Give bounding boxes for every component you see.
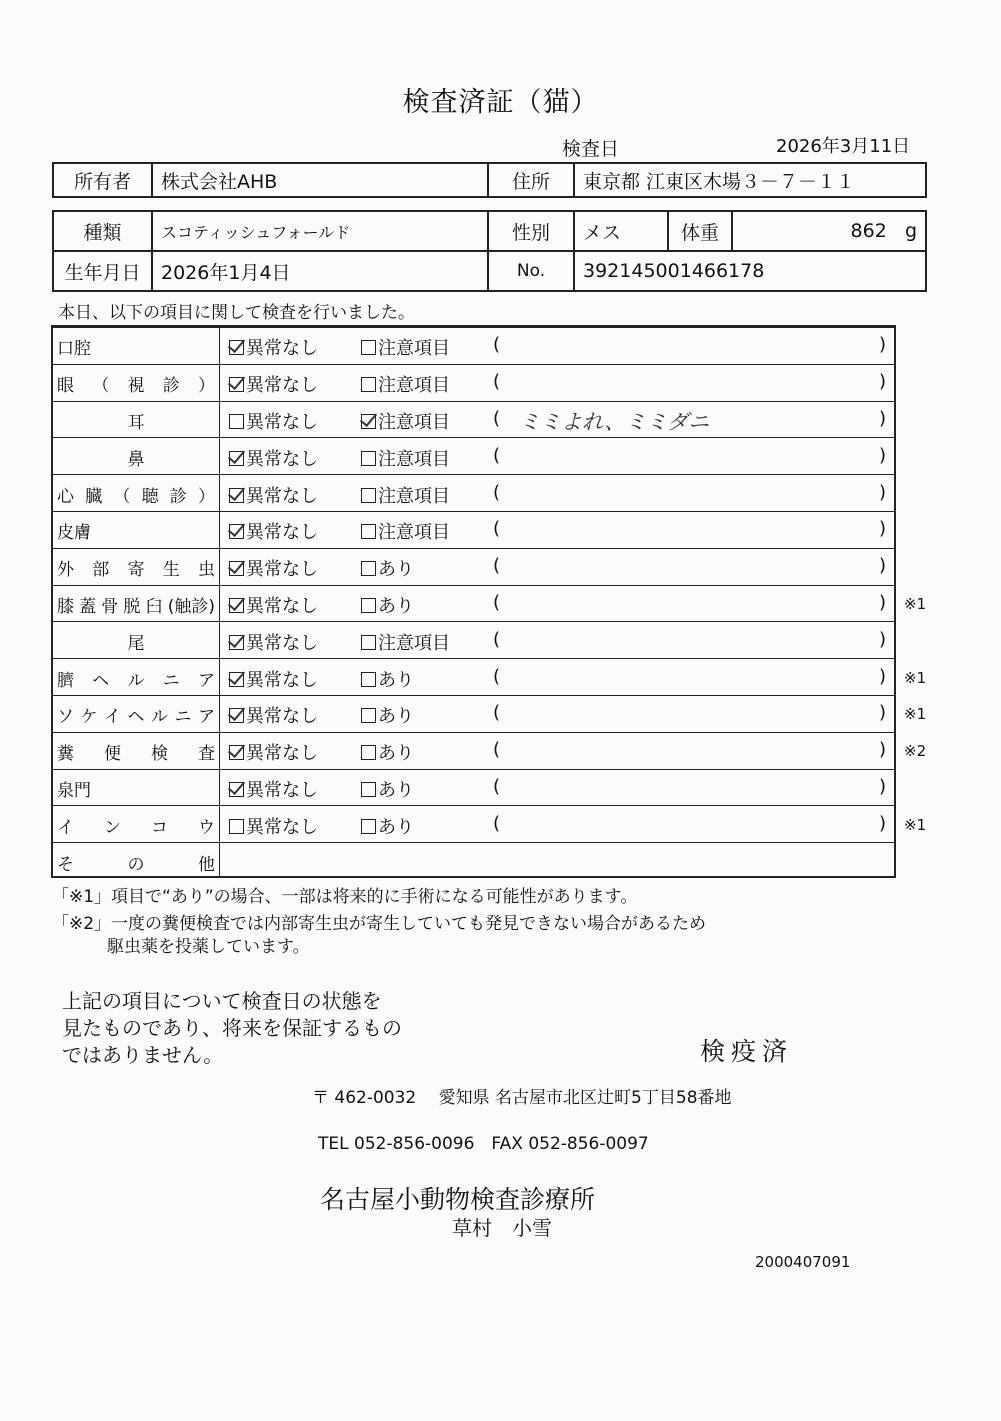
row-label-char: ン	[104, 817, 121, 838]
checklist-grid	[51, 325, 927, 878]
normal-checkbox[interactable]	[229, 488, 244, 503]
alt-option-label: あり	[378, 743, 414, 765]
row-label-char: ）	[197, 486, 215, 507]
alt-option-label: 注意項目	[378, 485, 450, 507]
row-label-char: 膝	[57, 596, 74, 617]
paren-open: (	[493, 371, 501, 393]
normal-option-label: 異常なし	[246, 706, 318, 728]
paren-open: (	[493, 518, 501, 540]
paren-close: )	[879, 665, 887, 687]
normal-option[interactable]	[229, 408, 318, 434]
normal-option-label: 異常なし	[246, 816, 318, 838]
row-label-char: 聴	[141, 486, 159, 507]
normal-option-label: 異常なし	[246, 669, 318, 691]
normal-checkbox[interactable]	[229, 782, 244, 797]
disclaimer-line-1: 上記の項目について検査日の状態を	[62, 989, 382, 1013]
paren-open: (	[493, 407, 501, 429]
normal-option[interactable]	[229, 666, 318, 692]
row-label-char: 臼	[145, 596, 163, 617]
row-label	[57, 445, 215, 470]
normal-option[interactable]	[229, 813, 318, 839]
row-label-char: 皮膚	[57, 523, 91, 544]
no-label: No.	[488, 251, 574, 291]
alt-option[interactable]	[361, 445, 450, 471]
alt-option-label: 注意項目	[378, 522, 450, 544]
row-label-char: 診	[169, 486, 187, 507]
checklist-row	[53, 769, 894, 807]
clinic-name: 名古屋小動物検査診療所	[320, 1185, 596, 1214]
row-label-char: 他	[198, 854, 215, 875]
alt-option[interactable]	[361, 518, 450, 544]
row-label-char: （	[92, 376, 110, 397]
normal-option[interactable]	[229, 482, 318, 508]
row-label-char: 生	[162, 560, 180, 581]
row-label-char: ヘ	[127, 707, 145, 728]
checklist-row	[53, 732, 927, 770]
footnote-2-line1: 「※2」一度の糞便検査では内部寄生虫が寄生していても発見できない場合があるため	[52, 914, 707, 934]
row-label	[57, 702, 215, 727]
footnote-1: 「※1」項目で“あり”の場合、一部は将来的に手術になる可能性があります。	[52, 887, 638, 907]
normal-option[interactable]	[229, 739, 318, 765]
row-label-char: 口腔	[57, 339, 91, 360]
paren-close: )	[879, 591, 887, 613]
row-label-char: コ	[151, 817, 168, 838]
alt-option-label: あり	[378, 559, 414, 581]
footnote-mark: ※2	[904, 742, 927, 761]
row-label-char: 寄	[127, 560, 145, 581]
row-label-char: ア	[198, 670, 215, 691]
row-label-char: （	[113, 486, 131, 507]
checklist-row	[53, 695, 927, 733]
alt-option[interactable]	[361, 592, 414, 618]
alt-option[interactable]	[361, 666, 414, 692]
veterinarian-name: 草村 小雪	[452, 1216, 552, 1240]
alt-option-label: 注意項目	[378, 411, 450, 433]
alt-checkbox[interactable]	[361, 561, 376, 576]
pet-table	[52, 210, 927, 292]
paren-close: )	[879, 775, 887, 797]
normal-option-label: 異常なし	[246, 338, 318, 360]
paren-close: )	[879, 334, 887, 356]
disclaimer	[62, 988, 402, 1069]
normal-option-label: 異常なし	[246, 448, 318, 470]
row-label-char: 診	[162, 376, 180, 397]
serial-number: 2000407091	[755, 1253, 851, 1271]
alt-checkbox[interactable]	[361, 340, 376, 355]
alt-checkbox[interactable]	[361, 488, 376, 503]
row-label-char: ル	[127, 670, 145, 691]
row-label	[57, 739, 215, 764]
normal-checkbox[interactable]	[229, 819, 244, 834]
weight-cell	[732, 211, 926, 251]
normal-option-label: 異常なし	[246, 522, 318, 544]
row-label-char: 視	[127, 376, 145, 397]
footnote-mark: ※1	[904, 815, 927, 834]
normal-option[interactable]	[229, 334, 318, 360]
checklist-row	[53, 474, 894, 512]
document-title: 検査済証（猫）	[402, 87, 599, 118]
paren-open: (	[493, 702, 501, 724]
row-label	[57, 334, 215, 359]
row-label	[57, 592, 215, 617]
alt-option-label: 注意項目	[378, 448, 450, 470]
disclaimer-line-3: ではありません。	[62, 1043, 224, 1067]
row-label-char: ケ	[80, 707, 98, 728]
exam-date-label: 検査日	[562, 138, 620, 160]
paren-open: (	[493, 555, 501, 577]
alt-option[interactable]	[361, 371, 450, 397]
alt-option[interactable]	[361, 482, 450, 508]
row-label-char: イ	[57, 817, 74, 838]
owner-value: 株式会社AHB	[152, 163, 488, 197]
sex-value: メス	[574, 211, 668, 251]
handwritten-note: ミミよれ、ミミダニ	[519, 409, 710, 434]
normal-option[interactable]	[229, 555, 318, 581]
alt-option-label: 注意項目	[378, 375, 450, 397]
owner-table	[52, 162, 927, 198]
row-label-char: 心	[57, 486, 74, 507]
checklist-row	[53, 658, 927, 696]
alt-option[interactable]	[361, 702, 414, 728]
weight-value: 862	[850, 220, 887, 242]
checklist-row	[53, 437, 894, 475]
paren-close: )	[879, 628, 887, 650]
row-label-char: 虫	[198, 560, 215, 581]
disclaimer-line-2: 見たものであり、将来を保証するもの	[62, 1016, 402, 1040]
row-label-char: 臍	[57, 670, 74, 691]
row-label	[57, 518, 215, 543]
row-label-char: そ	[57, 854, 74, 875]
row-label-char: 検	[151, 744, 168, 765]
row-label	[57, 850, 215, 875]
address-label: 住所	[488, 163, 574, 197]
footnote-2-line2: 駆虫薬を投薬しています。	[107, 937, 310, 957]
exam-date-value: 2026年3月11日	[776, 136, 911, 157]
alt-option[interactable]	[361, 776, 414, 802]
paren-open: (	[493, 665, 501, 687]
paren-close: )	[879, 739, 887, 761]
normal-option-label: 異常なし	[246, 743, 318, 765]
alt-option[interactable]	[361, 555, 414, 581]
paren-close: )	[879, 481, 887, 503]
alt-checkbox[interactable]	[361, 819, 376, 834]
normal-checkbox[interactable]	[229, 451, 244, 466]
normal-checkbox[interactable]	[229, 598, 244, 613]
normal-option[interactable]	[229, 776, 318, 802]
inspection-stamp: 検疫済	[700, 1037, 794, 1066]
paren-open: (	[493, 739, 501, 761]
sex-label: 性別	[488, 211, 574, 251]
paren-close: )	[879, 407, 887, 429]
alt-option-label: あり	[378, 669, 414, 691]
row-label-char: ニ	[174, 707, 192, 728]
weight-label: 体重	[668, 211, 732, 251]
footnote-mark: ※1	[904, 668, 927, 687]
row-label-char: ル	[151, 707, 168, 728]
normal-option-label: 異常なし	[246, 779, 318, 801]
checklist-row	[53, 327, 894, 365]
paren-open: (	[493, 775, 501, 797]
row-label	[57, 776, 215, 801]
checklist-row	[53, 401, 894, 439]
paren-close: )	[879, 555, 887, 577]
normal-option-label: 異常なし	[246, 595, 318, 617]
birth-label: 生年月日	[53, 251, 152, 291]
alt-option-label: あり	[378, 595, 414, 617]
paren-open: (	[493, 812, 501, 834]
alt-checkbox[interactable]	[361, 414, 376, 429]
paren-close: )	[879, 812, 887, 834]
normal-option[interactable]	[229, 629, 318, 655]
row-label-char: 便	[104, 744, 121, 765]
normal-option-label: 異常なし	[246, 559, 318, 581]
alt-checkbox[interactable]	[361, 451, 376, 466]
alt-checkbox[interactable]	[361, 708, 376, 723]
paren-close: )	[879, 518, 887, 540]
footnote-mark: ※1	[904, 594, 927, 613]
paren-close: )	[879, 371, 887, 393]
alt-option[interactable]	[361, 813, 414, 839]
row-label-char: 眼	[57, 376, 74, 397]
paren-open: (	[493, 334, 501, 356]
normal-checkbox[interactable]	[229, 635, 244, 650]
row-label-char: 泉門	[57, 780, 91, 801]
normal-option-label: 異常なし	[246, 485, 318, 507]
checklist-row	[53, 364, 894, 402]
normal-option-label: 異常なし	[246, 632, 318, 654]
checklist-row	[53, 805, 927, 843]
row-label	[57, 555, 215, 580]
row-label	[57, 482, 215, 507]
row-label-char: 査	[198, 744, 215, 765]
alt-option-label: 注意項目	[378, 632, 450, 654]
checklist-row	[53, 548, 894, 586]
row-label-char: 臓	[85, 486, 103, 507]
no-value: 392145001466178	[574, 251, 926, 291]
row-label	[57, 371, 215, 396]
row-label	[57, 408, 215, 433]
row-label-char: 骨	[101, 596, 119, 617]
normal-checkbox[interactable]	[229, 524, 244, 539]
normal-checkbox[interactable]	[229, 561, 244, 576]
row-label-char: ）	[198, 376, 215, 397]
owner-label: 所有者	[53, 163, 152, 197]
normal-checkbox[interactable]	[229, 672, 244, 687]
alt-checkbox[interactable]	[361, 672, 376, 687]
alt-option[interactable]	[361, 739, 414, 765]
paren-close: )	[879, 702, 887, 724]
intro-text: 本日、以下の項目に関して検査を行いました。	[58, 303, 415, 323]
normal-option[interactable]	[229, 518, 318, 544]
alt-option[interactable]	[361, 629, 450, 655]
checklist-row	[53, 511, 894, 549]
alt-checkbox[interactable]	[361, 377, 376, 392]
row-label-char: 糞	[57, 744, 74, 765]
clinic-address: 〒 462-0032 愛知県 名古屋市北区辻町5丁目58番地	[312, 1088, 732, 1108]
row-label	[57, 666, 215, 691]
normal-option[interactable]	[229, 702, 318, 728]
breed-value: スコティッシュフォールド	[152, 211, 488, 251]
footnote-mark: ※1	[904, 705, 927, 724]
alt-option-label: あり	[378, 706, 414, 728]
normal-checkbox[interactable]	[229, 708, 244, 723]
row-label-char: 脱	[123, 596, 141, 617]
row-label-char: (触診)	[167, 596, 215, 617]
normal-checkbox[interactable]	[229, 745, 244, 760]
paren-open: (	[493, 628, 501, 650]
alt-checkbox[interactable]	[361, 598, 376, 613]
paren-open: (	[493, 591, 501, 613]
alt-option[interactable]	[361, 408, 450, 434]
alt-checkbox[interactable]	[361, 745, 376, 760]
weight-unit: g	[904, 220, 917, 242]
checklist-row	[53, 621, 894, 659]
normal-checkbox[interactable]	[229, 340, 244, 355]
paren-close: )	[879, 444, 887, 466]
alt-option-label: あり	[378, 816, 414, 838]
normal-checkbox[interactable]	[229, 414, 244, 429]
alt-option-label: あり	[378, 779, 414, 801]
clinic-phone-fax: TEL 052-856-0096 FAX 052-856-0097	[318, 1134, 649, 1154]
normal-option-label: 異常なし	[246, 375, 318, 397]
row-label-char: 鼻	[127, 449, 145, 470]
row-label-char: 外	[57, 560, 74, 581]
normal-checkbox[interactable]	[229, 377, 244, 392]
normal-option[interactable]	[229, 371, 318, 397]
normal-option-label: 異常なし	[246, 411, 318, 433]
row-label-char: 部	[92, 560, 110, 581]
row-label-char: ニ	[162, 670, 180, 691]
breed-label: 種類	[53, 211, 152, 251]
alt-option-label: 注意項目	[378, 338, 450, 360]
row-label-char: ソ	[57, 707, 74, 728]
row-label	[57, 629, 215, 654]
paren-open: (	[493, 481, 501, 503]
row-label-char: ア	[198, 707, 215, 728]
checklist-row	[53, 842, 894, 877]
normal-option[interactable]	[229, 592, 318, 618]
row-label-char: 耳	[127, 412, 145, 433]
alt-checkbox[interactable]	[361, 524, 376, 539]
row-label-char: ヘ	[92, 670, 110, 691]
row-label-char: イ	[104, 707, 121, 728]
checklist-row	[53, 585, 927, 623]
birth-value: 2026年1月4日	[152, 251, 488, 291]
normal-option[interactable]	[229, 445, 318, 471]
alt-checkbox[interactable]	[361, 635, 376, 650]
address-value: 東京都 江東区木場３－７－１１	[574, 163, 926, 197]
row-label-char: 蓋	[79, 596, 97, 617]
paren-open: (	[493, 444, 501, 466]
alt-checkbox[interactable]	[361, 782, 376, 797]
row-label-char: 尾	[127, 633, 145, 654]
row-label	[57, 813, 215, 838]
alt-option[interactable]	[361, 334, 450, 360]
row-label-char: ウ	[198, 817, 215, 838]
row-label-char: の	[127, 854, 145, 875]
